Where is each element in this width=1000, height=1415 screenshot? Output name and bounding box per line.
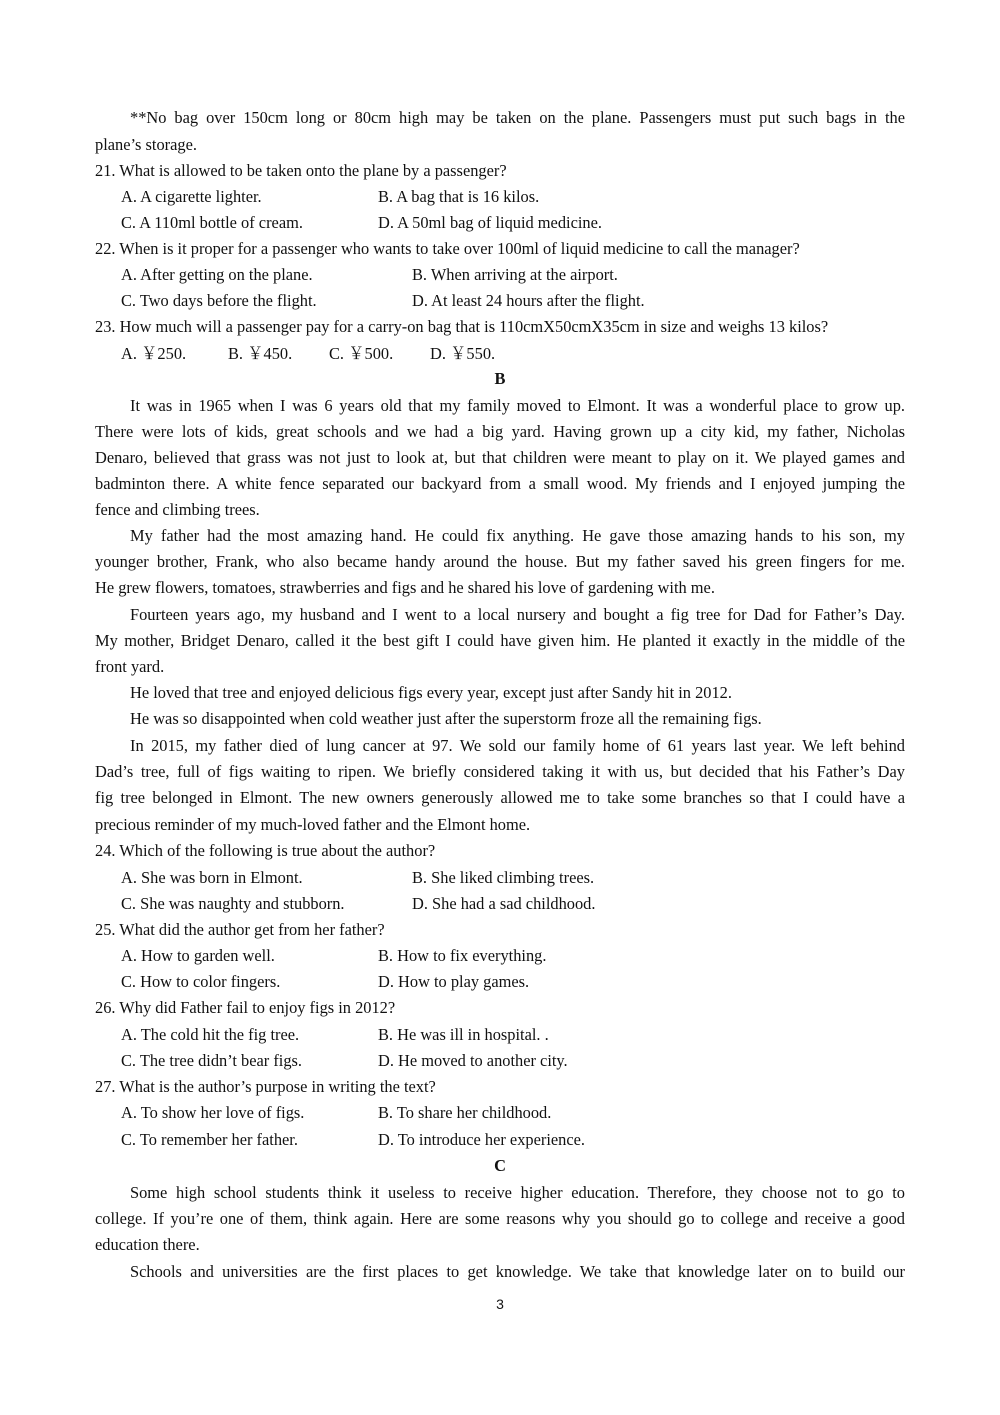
question-25-stem: 25. What did the author get from her father? (95, 920, 385, 939)
question-22-stem: 22. When is it proper for a passenger who wants to take over 100ml of liquid medicine to call the manager? (95, 239, 800, 258)
paragraph-line: Denaro, believed that grass was not just to look at, but that children were meant to play on it. We played games and (95, 448, 905, 467)
paragraph-line: He loved that tree and enjoyed delicious figs every year, except just after Sandy hit in 2012. (130, 683, 732, 702)
q27-option-c: C. To remember her father. (121, 1130, 298, 1149)
paragraph-line: younger brother, Frank, who also became handy around the house. But my father saved his green fingers for me. (95, 552, 905, 571)
question-26-stem: 26. Why did Father fail to enjoy figs in 2012? (95, 998, 396, 1017)
section-c-heading: C (494, 1156, 506, 1175)
paragraph-line: college. If you’re one of them, think again. Here are some reasons why you should go to college and receive a good (95, 1209, 905, 1228)
question-24-stem: 24. Which of the following is true about the author? (95, 841, 436, 860)
paragraph-line: education there. (95, 1235, 200, 1254)
paragraph-line: It was in 1965 when I was 6 years old that my family moved to Elmont. It was a wonderful place to grow up. (130, 396, 905, 415)
q21-option-c: C. A 110ml bottle of cream. (121, 213, 303, 232)
note-line: **No bag over 150cm long or 80cm high may be taken on the plane. Passengers must put such bags in the (130, 108, 905, 127)
q25-option-a: A. How to garden well. (121, 946, 275, 965)
q25-option-c: C. How to color fingers. (121, 972, 281, 991)
q24-option-c: C. She was naughty and stubborn. (121, 894, 345, 913)
q21-option-b: B. A bag that is 16 kilos. (378, 187, 540, 206)
paragraph-line: In 2015, my father died of lung cancer at 97. We sold our family home of 61 years last year. We left behind (130, 736, 905, 755)
question-21-stem: 21. What is allowed to be taken onto the plane by a passenger? (95, 161, 507, 180)
q24-option-b: B. She liked climbing trees. (412, 868, 595, 887)
paragraph-line: Fourteen years ago, my husband and I went to a local nursery and bought a fig tree for Dad for Father’s Day. (130, 605, 905, 624)
question-23-stem: 23. How much will a passenger pay for a carry-on bag that is 110cmX50cmX35cm in size and weighs 13 kilos? (95, 317, 829, 336)
q27-option-b: B. To share her childhood. (378, 1103, 552, 1122)
q22-option-a: A. After getting on the plane. (121, 265, 313, 284)
q22-option-c: C. Two days before the flight. (121, 291, 317, 310)
paragraph-line: My mother, Bridget Denaro, called it the best gift I could have given him. He planted it exactly in the middle of the (95, 631, 905, 650)
paragraph-line: Schools and universities are the first places to get knowledge. We take that knowledge later on to build our (130, 1262, 905, 1281)
paragraph-line: Some high school students think it useless to receive higher education. Therefore, they choose not to go to (130, 1183, 905, 1202)
q27-option-a: A. To show her love of figs. (121, 1103, 305, 1122)
q22-option-b: B. When arriving at the airport. (412, 265, 618, 284)
q21-option-a: A. A cigarette lighter. (121, 187, 262, 206)
q21-option-d: D. A 50ml bag of liquid medicine. (378, 213, 602, 232)
page-number: 3 (496, 1296, 504, 1312)
q23-option-c: C. ￥500. (329, 344, 394, 363)
q26-option-b: B. He was ill in hospital. . (378, 1025, 549, 1044)
q23-option-d: D. ￥550. (430, 344, 496, 363)
paragraph-line: precious reminder of my much-loved father and the Elmont home. (95, 815, 531, 834)
paragraph-line: badminton there. A white fence separated our backyard from a small wood. My friends and I enjoyed jumping the (95, 474, 905, 493)
paragraph-line: My father had the most amazing hand. He could fix anything. He gave those amazing hands to his son, my (130, 526, 905, 545)
q25-option-d: D. How to play games. (378, 972, 530, 991)
q24-option-a: A. She was born in Elmont. (121, 868, 303, 887)
note-line: plane’s storage. (95, 135, 197, 154)
q26-option-a: A. The cold hit the fig tree. (121, 1025, 300, 1044)
q26-option-c: C. The tree didn’t bear figs. (121, 1051, 303, 1070)
paragraph-line: He was so disappointed when cold weather just after the superstorm froze all the remaining figs. (130, 709, 762, 728)
paragraph-line: front yard. (95, 657, 165, 676)
q25-option-b: B. How to fix everything. (378, 946, 547, 965)
q22-option-d: D. At least 24 hours after the flight. (412, 291, 645, 310)
paragraph-line: He grew flowers, tomatoes, strawberries and figs and he shared his love of gardening with me. (95, 578, 715, 597)
section-b-heading: B (494, 369, 506, 388)
paragraph-line: fig tree belonged in Elmont. The new owners generously allowed me to take some branches so that I could have a (95, 788, 905, 807)
question-27-stem: 27. What is the author’s purpose in writing the text? (95, 1077, 436, 1096)
q23-option-a: A. ￥250. (121, 344, 187, 363)
paragraph-line: There were lots of kids, great schools and we had a big yard. Having grown up a city kid, my father, Nicholas (95, 422, 905, 441)
q27-option-d: D. To introduce her experience. (378, 1130, 585, 1149)
q23-option-b: B. ￥450. (228, 344, 293, 363)
q26-option-d: D. He moved to another city. (378, 1051, 568, 1070)
paragraph-line: fence and climbing trees. (95, 500, 260, 519)
paragraph-line: Dad’s tree, full of figs waiting to ripen. We briefly considered taking it with us, but decided that his Father’s Day (95, 762, 905, 781)
q24-option-d: D. She had a sad childhood. (412, 894, 596, 913)
